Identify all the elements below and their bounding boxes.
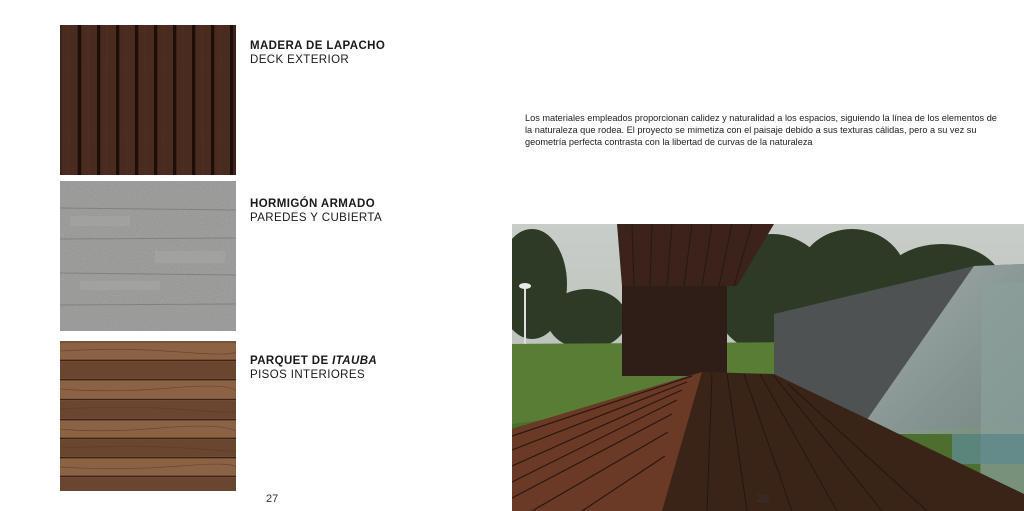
description-paragraph: Los materiales empleados proporcionan calidez y naturalidad a los espacios, siguiendo la línea de los elementos de la naturaleza que rodea. El proyecto se mimetiza con el paisaje debido a sus texturas cálidas, pero a su vez su geometría perfecta contrasta con la libertad de curvas de la naturaleza <box>525 113 997 147</box>
concrete-texture-icon <box>60 181 236 331</box>
page-number-right: 28 <box>757 493 770 505</box>
page-number-left: 27 <box>266 493 279 505</box>
material-name: HORMIGÓN ARMADO <box>250 198 376 210</box>
material-use: PISOS INTERIORES <box>250 369 366 381</box>
house-deck-photo-icon <box>512 224 1024 511</box>
dark-wood-texture-icon <box>60 25 236 175</box>
house-photo <box>512 224 1024 511</box>
material-name-prefix: PARQUET DE <box>250 355 333 367</box>
material-itauba <box>250 354 377 382</box>
material-name: MADERA DE LAPACHO <box>250 40 386 52</box>
material-lapacho <box>250 39 385 67</box>
material-use: DECK EXTERIOR <box>250 54 350 66</box>
light-wood-texture-icon <box>60 341 236 491</box>
concrete-swatch <box>60 181 236 331</box>
lapacho-wood-swatch <box>60 25 236 175</box>
material-concrete <box>250 197 382 225</box>
itauba-wood-swatch <box>60 341 236 491</box>
material-name <box>250 354 377 368</box>
material-use: PAREDES Y CUBIERTA <box>250 212 383 224</box>
material-name-italic: ITAUBA <box>332 355 378 367</box>
